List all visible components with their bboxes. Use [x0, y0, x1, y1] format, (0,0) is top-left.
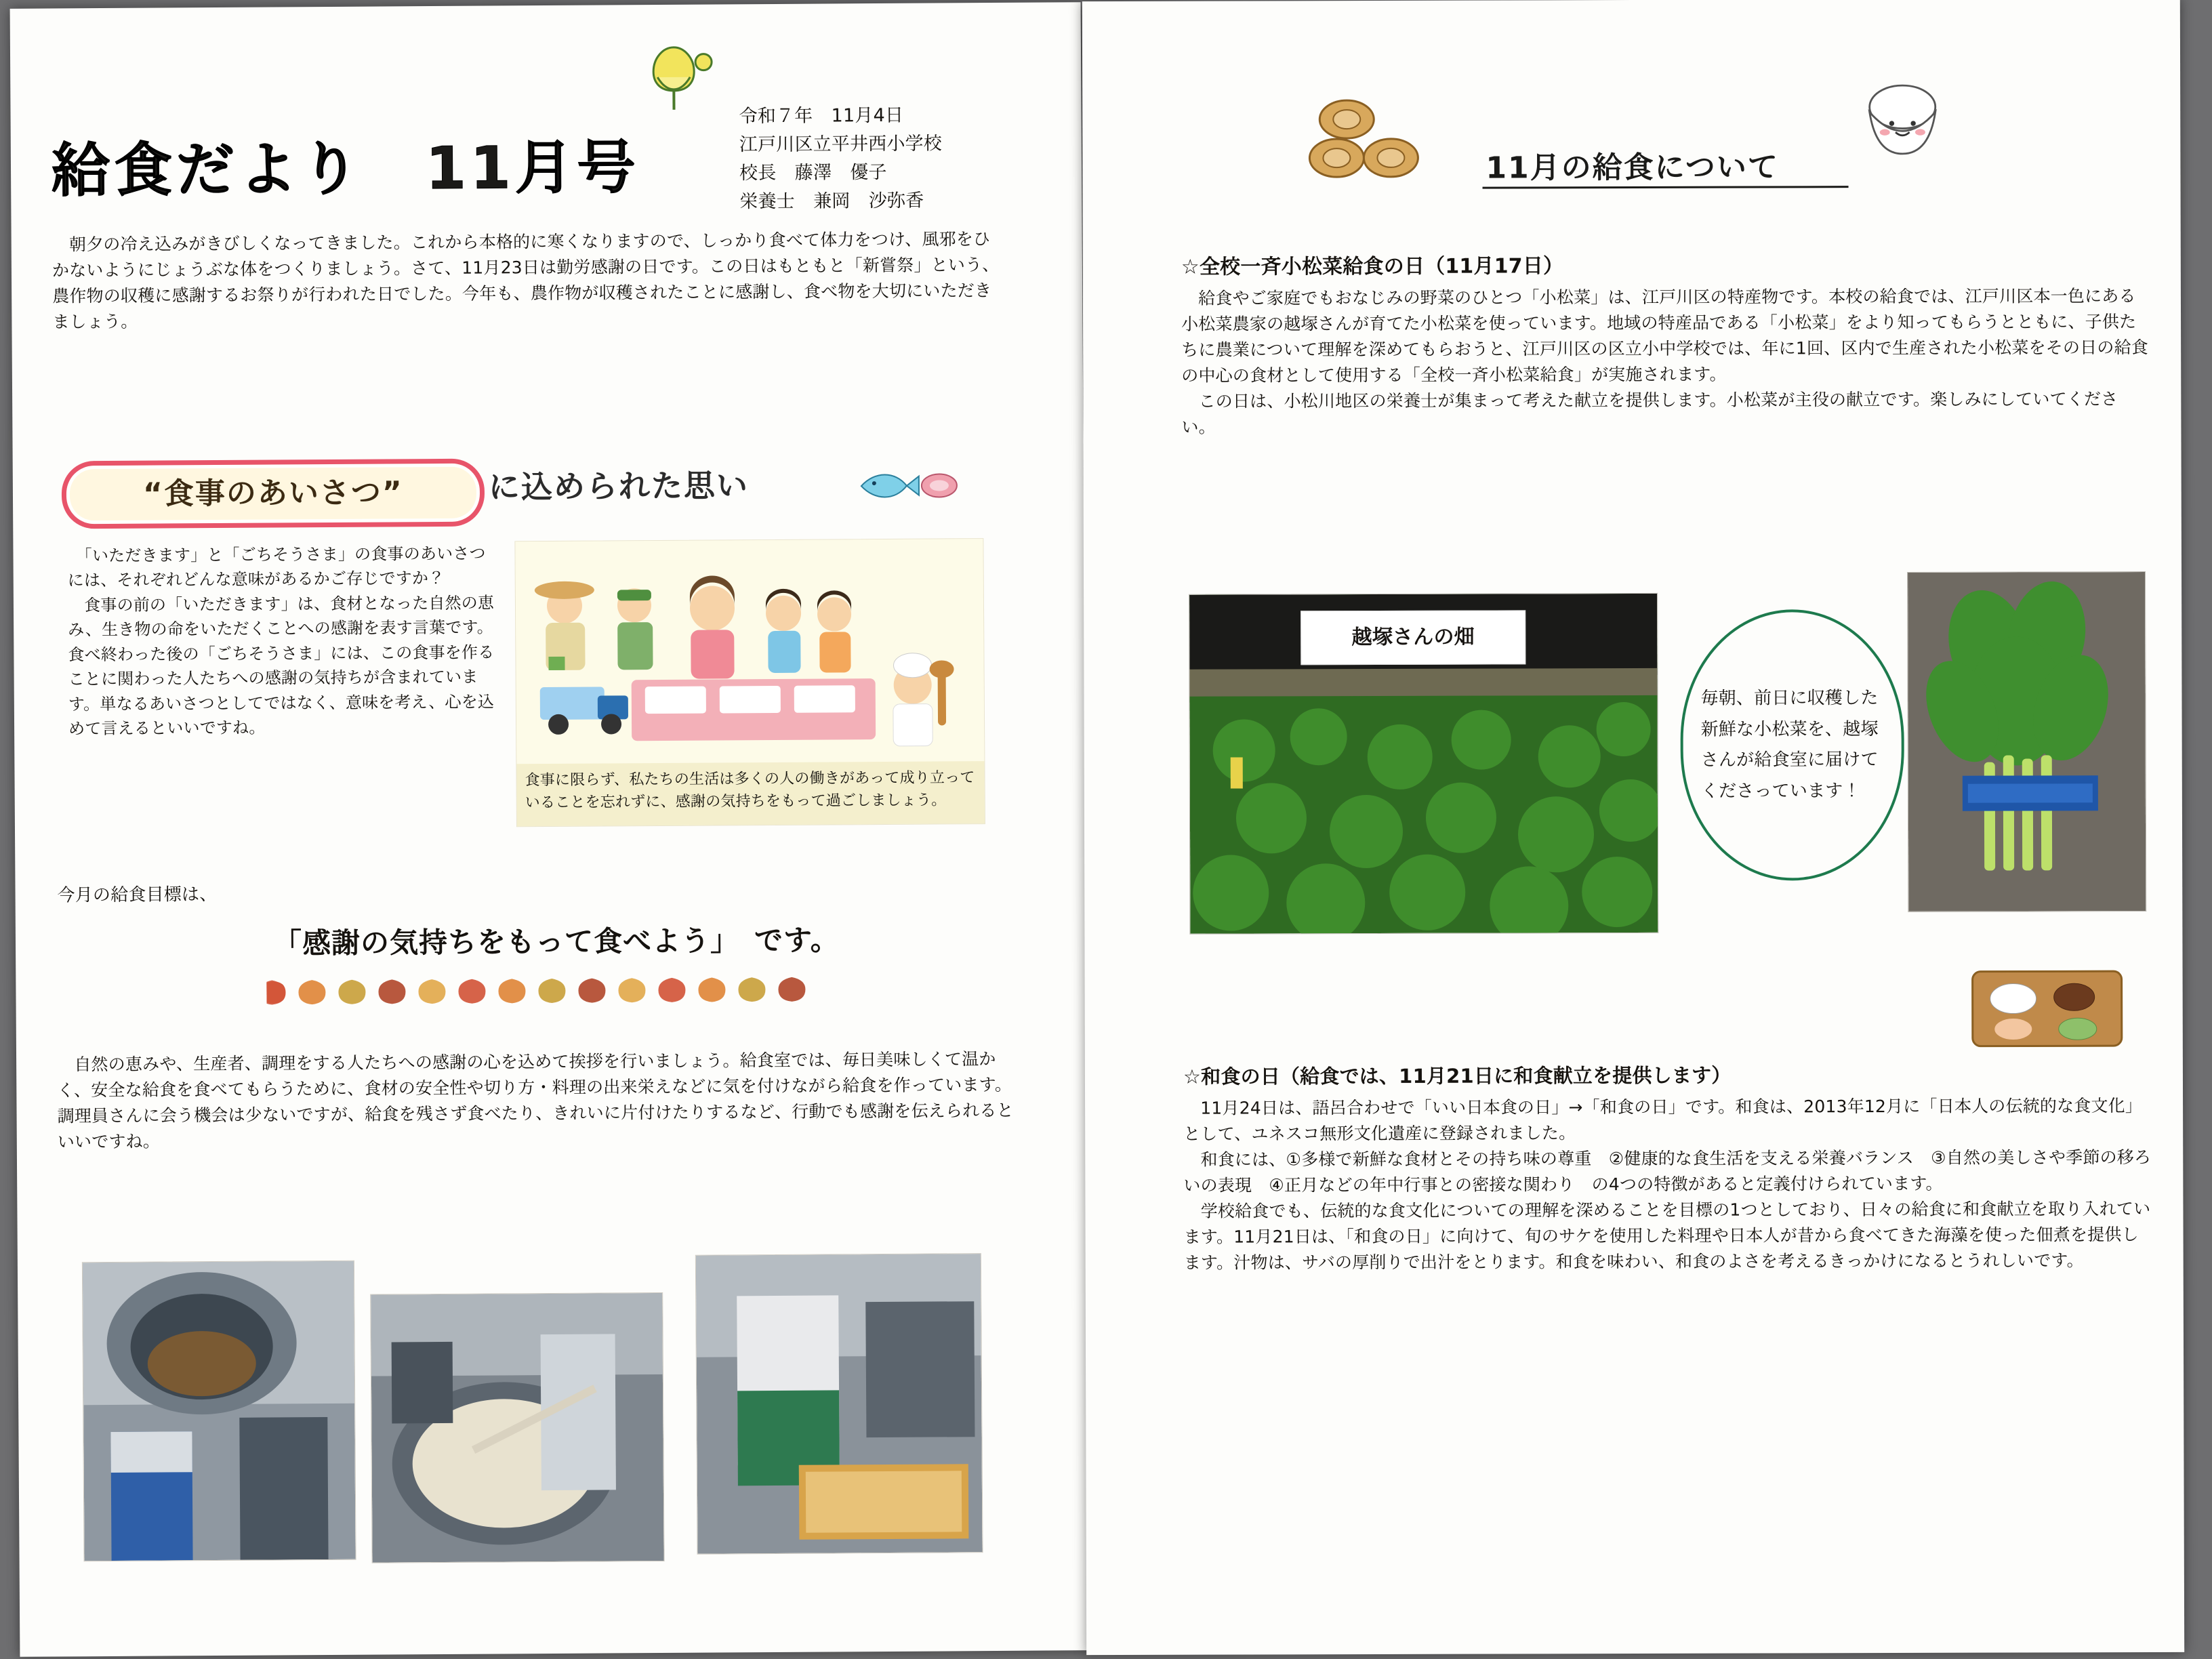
banner-rest-text: に込められた思い [488, 467, 750, 506]
photo-kitchen-large-pot [82, 1261, 356, 1561]
ginkgo-leaf-icon [623, 41, 726, 117]
dietitian-name: 栄養士 兼岡 沙弥香 [739, 190, 924, 212]
section2-heading: ☆和食の日（給食では、11月21日に和食献立を提供します） [1183, 1063, 1732, 1088]
issue-date: 令和７年 11月4日 [739, 104, 904, 127]
newsletter-page-right [1082, 0, 2184, 1655]
issue-meta [739, 101, 1031, 216]
rice-bowl-icon [1855, 74, 1950, 176]
section2-body: 11月24日は、語呂合わせで「いい日本食の日」→「和食の日」です。和食は、2013年12月に「日本人の伝統的な食文化」として、ユネスコ無形文化遺産に登録されました。 和食には、①多様で新鮮な食材とその持ち味の尊重 ②健康的な食生活を支える栄養バランス ③自然の美しさや季節の移ろいの表現 ④正月などの年中行事との密接な関わり の4つの特徴があると定義付けられています。 学校給食でも、伝統的な食文化についての理解を深めることを目標の1つとしており、日々の給食に和食献立を取り入れています。11月21日は、「和食の日」に向けて、旬のサケを使用した料理や日本人が昔から食べてきた海藻を使った佃煮を提供します。汁物は、サバの厚削りで出汁をとります。和食を味わい、和食のよさを考えるきっかけになるとうれしいです。 [1183, 1096, 2152, 1273]
photo-tray-serving [695, 1253, 983, 1555]
monthly-goal-text: 「感謝の気持ちをもって食べよう」 です。 [272, 923, 840, 960]
section1-heading: ☆全校一斉小松菜給食の日（11月17日） [1181, 254, 1564, 279]
page-title: 給食だより 11月号 [51, 134, 640, 205]
right-page-title: 11月の給食について [1486, 150, 1779, 186]
speech-bubble [1680, 609, 1904, 881]
autumn-leaves-divider [266, 972, 829, 1007]
straw-bales-icon [1306, 96, 1435, 184]
newsletter-page-left [10, 2, 1091, 1657]
illustration-caption: 食事に限らず、私たちの生活は多くの人の働きがあって成り立っていることを忘れずに、感謝の気持ちをもって過ごしましょう。 [516, 761, 985, 826]
banner-pill-text: “食事のあいさつ” [142, 474, 404, 512]
farm-photo-label: 越塚さんの畑 [1300, 610, 1525, 665]
banner-pill [62, 459, 485, 529]
section1-body: 給食やご家庭でもおなじみの野菜のひとつ「小松菜」は、江戸川区の特産物です。本校の給食では、江戸川区本一色にある小松菜農家の越塚さんが育てた小松菜を使っています。地域の特産品である「小松菜」をより知ってもらうとともに、子供たちに農業について理解を深めてもらおうと、江戸川区の区立小中学校では、年に1回、区内で生産された小松菜をその日の給食の中心の食材として使用する「全校一斉小松菜給食」が実施されます。 この日は、小松川地区の栄養士が集まって考えた献立を提供します。小松菜が主役の献立です。楽しみにしていてください。 [1181, 286, 2149, 437]
photo-stirring-noodles [370, 1292, 664, 1563]
farmer-family-meal-illustration [514, 538, 985, 827]
school-name: 江戸川区立平井西小学校 [739, 133, 943, 156]
monthly-goal-lead: 今月の給食目標は、 [57, 884, 218, 906]
greeting-banner [62, 450, 977, 530]
washoku-tray-icon [1965, 951, 2128, 1060]
closing-paragraph: 自然の恵みや、生産者、調理をする人たちへの感謝の心を込めて挨拶を行いましょう。給食室では、毎日美味しくて温かく、安全な給食を食べてもらうために、食材の安全性や切り方・料理の出来栄えなどに気を付けながら給食を作っています。調理員さんに会う機会は少ないですが、給食を残さず食べたり、きれいに片付けたりするなど、行動でも感謝を伝えられるといいですね。 [57, 1048, 1014, 1152]
principal-name: 校長 藤澤 優子 [739, 161, 887, 184]
lead-paragraph: 朝夕の冷え込みがきびしくなってきました。これから本格的に寒くなりますので、しっかり食べて体力をつけ、風邪をひかないようにじょうぶな体をつくりましょう。さて、11月23日は勤労感謝の日です。この日はもともと「新嘗祭」という、農作物の収穫に感謝するお祭りが行われた日でした。今年も、農作物が収穫されたことに感謝し、食べ物を大切にいただきましょう。 [52, 229, 1000, 332]
speech-bubble-text: 毎朝、前日に収穫した新鮮な小松菜を、越塚さんが給食室に届けてくださっています！ [1700, 688, 1879, 802]
illustration-drawing [515, 539, 984, 765]
fish-and-meat-icon [858, 465, 960, 506]
photo-komatsuna-bundle [1907, 571, 2146, 912]
greeting-body-text: 「いただきます」と「ごちそうさま」の食事のあいさつには、それぞれどんな意味があるかご存じですか？ 食事の前の「いただきます」は、食材となった自然の恵み、生き物の命をいただくことへの感謝を表す言葉です。食べ終わった後の「ごちそうさま」には、この食事を作ることに関わった人たちへの感謝の気持ちが含まれています。単なるあいさつとしてではなく、意味を考え、心を込めて言えるといいですね。 [67, 544, 495, 739]
